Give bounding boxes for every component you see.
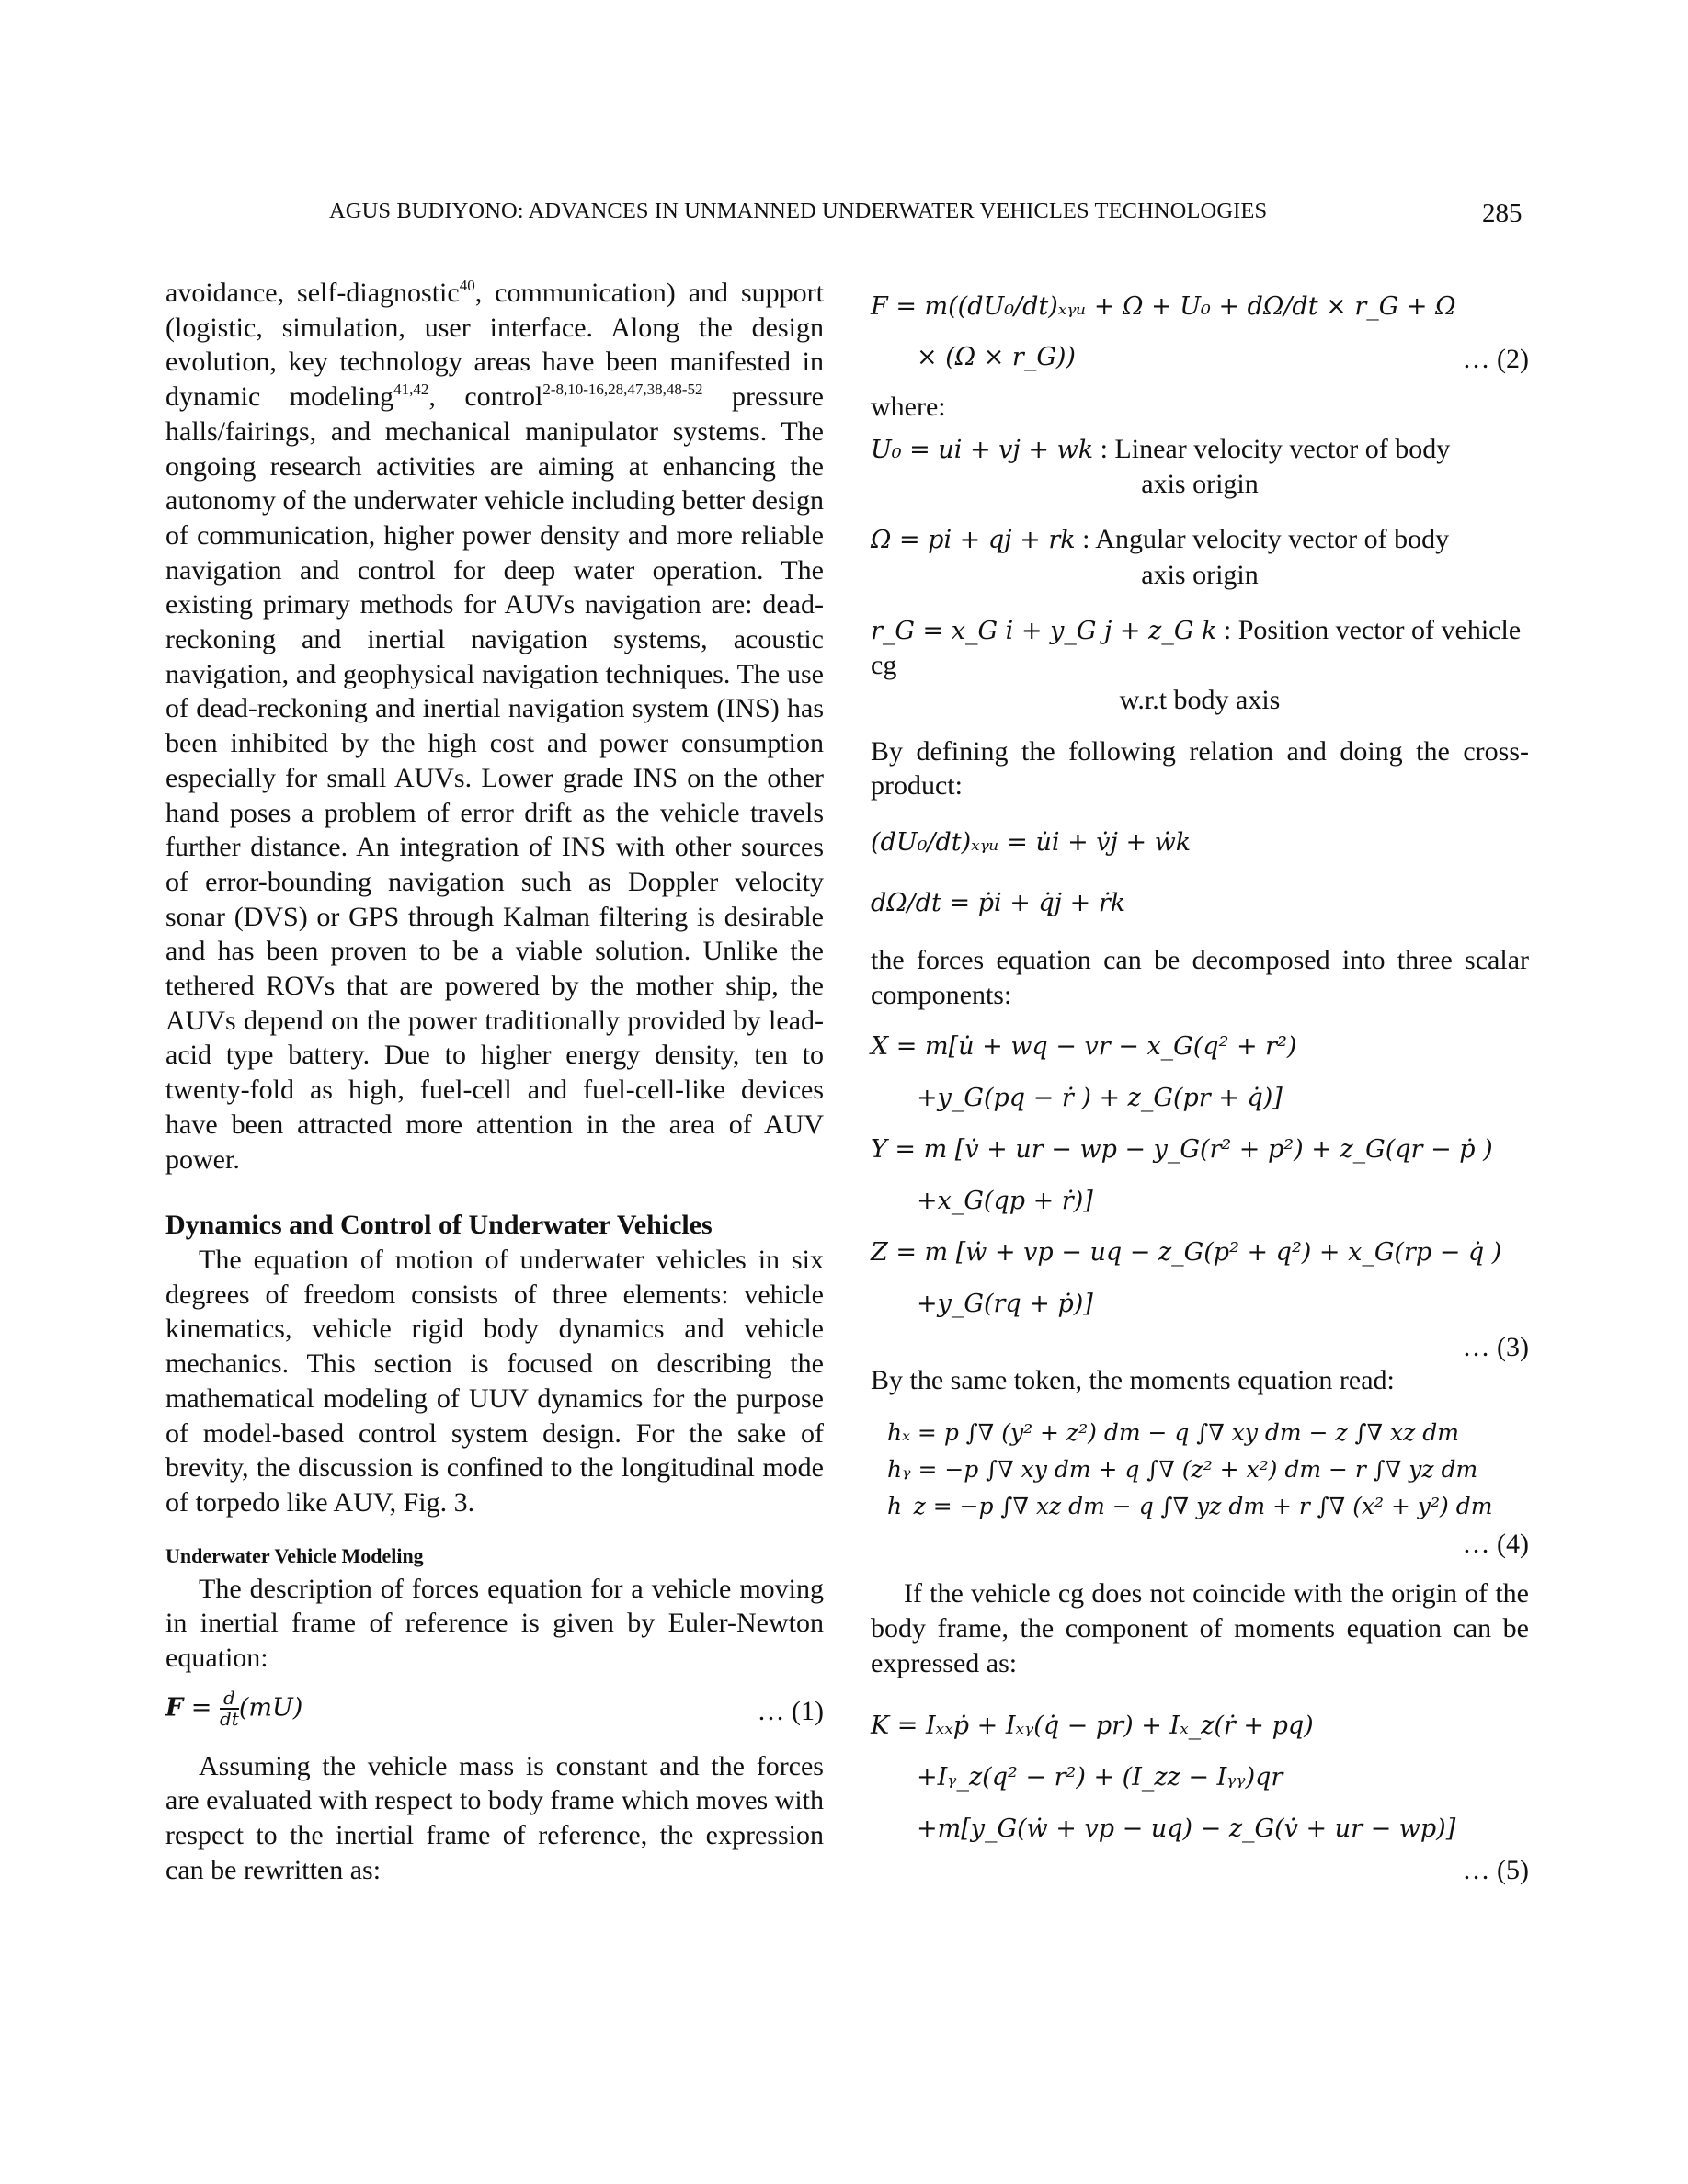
relation-2: dΩ/dt = ṗi + q̇j + ṙk	[871, 889, 1126, 918]
equation-number: … (1)	[757, 1695, 824, 1726]
definition-item: U₀ = ui + vj + wk : Linear velocity vector of body axis origin	[871, 433, 1451, 500]
intro-paragraph: avoidance, self-diagnostic$^{40}$, communication) and support (logistic, simulation, user interface. Along the design evolution, key technology areas have been manifested in dynamic modeling$^{41,42}$, control$^{2-8,10-16,28,47,38,48-52}$ pressure halls/fairings, and mechanical manipulator systems. The ongoing research activities are aiming at enhancing the autonomy of the underwater vehicle including better design of communication, higher power density and more reliable navigation and control for deep water operation. The existing primary methods for AUVs navigation are: dead-reckoning and inertial navigation systems, acoustic navigation, and geophysical navigation techniques. The use of dead-reckoning and inertial navigation system (INS) has been inhibited by the high cost and power consumption especially for small AUVs. Lower grade INS on the other hand poses a problem of error drift as the vehicle travels further distance. An integration of INS with other sources of error-bounding navigation such as Doppler velocity sonar (DVS) or GPS through Kalman filtering is desirable and has been proven to be a viable solution. Unlike the tethered ROVs that are powered by the mother ship, the AUVs depend on the power traditionally provided by lead-acid type battery. Due to higher energy density, ten to twenty-fold as high, fuel-cell and fuel-cell-like devices have been attracted more attention in the area of AUV power.	[165, 277, 825, 1175]
equation-number: … (3)	[1462, 1332, 1529, 1363]
equation-2: F = m((dU₀/dt)ₓᵧᵤ + Ω + U₀ + dΩ/dt × r_G + Ω × (Ω × r_G)) … (2)	[871, 279, 1529, 390]
where-label: where:	[871, 392, 946, 422]
equation-5: K = Iₓₓṗ + Iₓᵧ(q̇ − pr) + Iₓ_z(ṙ + pq) +Iᵧ_z(q² − r²) + (I_zz − Iᵧᵧ)qr +m[y_G(ẇ + vp − uq) − z_G(v̇ + ur − wp)] … (5)	[871, 1701, 1529, 1884]
running-title: AGUS BUDIYONO: ADVANCES IN UNMANNED UNDERWATER VEHICLES TECHNOLOGIES	[329, 199, 1268, 223]
equation-number: … (2)	[1462, 344, 1529, 374]
right-column	[871, 276, 1529, 1884]
citation-ref: 40	[459, 277, 475, 294]
relation-1: (dU₀/dt)ₓᵧᵤ = u̇i + v̇j + ẇk	[871, 828, 1192, 858]
equation-3: X = m[u̇ + wq − vr − x_G(q² + r²) +y_G(pq − ṙ ) + z_G(pr + q̇)] Y = m [v̇ + ur − wp − y_G(r² + p²) + z_G(qr − ṗ ) +x_G(qp + ṙ)] Z = m [ẇ + vp − uq − z_G(p² + q²) + x_G(rp − q̇ ) +y_G(rq + ṗ)] … (3)	[871, 1021, 1529, 1363]
equation-1: F = $\frac{d}{dt}$ (mU) … (1)	[165, 1686, 824, 1730]
definitions-list	[871, 432, 1529, 718]
subsection-heading: Underwater Vehicle Modeling	[165, 1543, 424, 1567]
equation-4: hₓ = p ∫∇ (y² + z²) dm − q ∫∇ xy dm − z ∫∇ xz dm hᵧ = −p ∫∇ xy dm + q ∫∇ (z² + x²) dm − r ∫∇ yz dm h_z = −p ∫∇ xz dm − q ∫∇ yz dm + r ∫∇ (x² + y²) dm … (4)	[871, 1415, 1529, 1565]
running-header	[0, 199, 1688, 235]
subsection-paragraph: The description of forces equation for a vehicle moving in inertial frame of reference is given by Euler-Newton equation:	[165, 1573, 824, 1674]
decompose-text: the forces equation can be decomposed into three scalar components:	[871, 945, 1529, 1010]
left-column	[165, 276, 824, 1888]
definition-item: Ω = pi + qj + rk : Angular velocity vector of body axis origin	[871, 524, 1450, 590]
citation-ref: 2-8,10-16,28,47,38,48-52	[542, 381, 703, 399]
citation-ref: 41,42	[393, 381, 429, 399]
equation-number: … (4)	[1462, 1529, 1529, 1560]
page-number: 285	[1482, 199, 1523, 228]
cross-product-text: By defining the following relation and doing the cross-product:	[871, 735, 1529, 802]
closing-paragraph: Assuming the vehicle mass is constant and the forces are evaluated with respect to body frame which moves with respect to the inertial frame of reference, the expression can be rewritten as:	[165, 1750, 824, 1885]
cg-text: If the vehicle cg does not coincide with the origin of the body frame, the component of moments equation can be expressed as:	[871, 1578, 1529, 1678]
equation-number: … (5)	[1462, 1855, 1529, 1886]
moments-text: By the same token, the moments equation read:	[871, 1365, 1395, 1396]
definition-item: r_G = x_G i + y_G j + z_G k : Position vector of vehicle cg w.r.t body axis	[871, 614, 1522, 715]
section-paragraph: The equation of motion of underwater vehicles in six degrees of freedom consists of three elements: vehicle kinematics, vehicle rigid body dynamics and vehicle mechanics. This section is focused on describing the mathematical modeling of UUV dynamics for the purpose of model-based control system design. For the sake of brevity, the discussion is confined to the longitudinal mode of torpedo like AUV, Fig. 3.	[165, 1244, 824, 1518]
section-heading: Dynamics and Control of Underwater Vehicles	[165, 1210, 713, 1241]
